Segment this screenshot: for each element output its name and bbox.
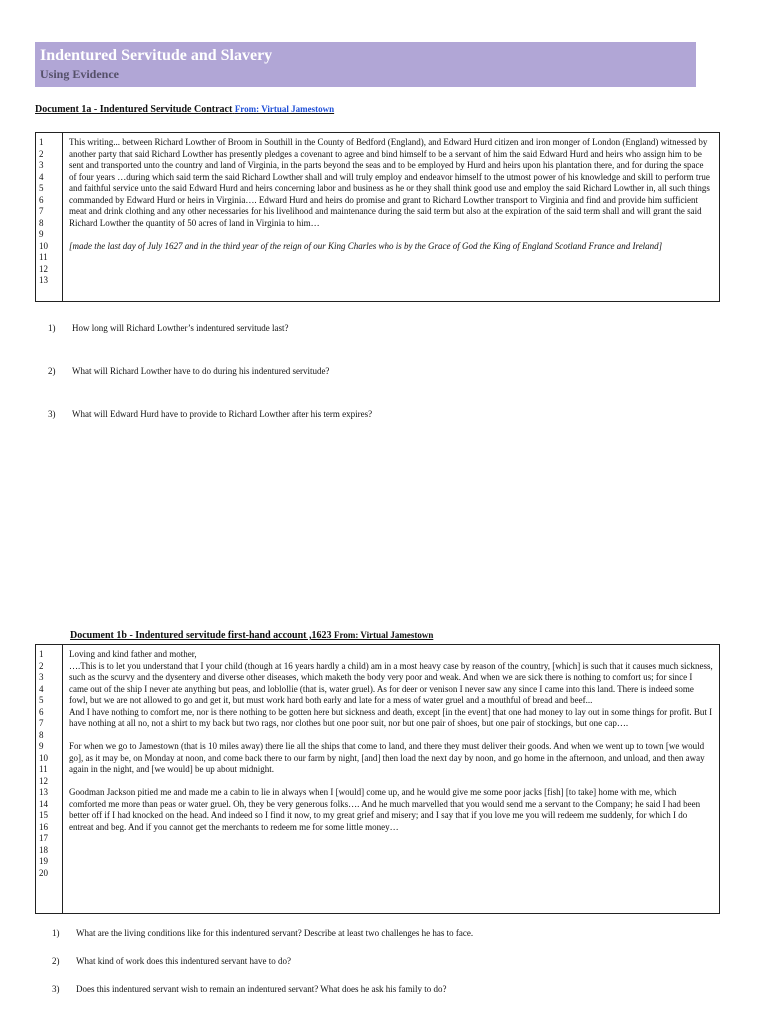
doc1b-box xyxy=(35,644,720,914)
question-number: 3) xyxy=(48,409,56,419)
line-number: 3 xyxy=(39,160,44,170)
question-text: What will Edward Hurd have to provide to Richard Lowther after his term expires? xyxy=(72,409,373,419)
doc1a-body: This writing... between Richard Lowther of Broom in Southill in the County of Bedford (England), and Edward Hurd citizen and iron monger of London (England) witnessed by another party that said Richard Lowther has presently pledges a covenant to agree and bind himself to be a servant of him the said Edward Hurd and heirs who assign him to be sent and transported unto the country and land of Virginia, in the parts beyond the seas and to be employed by Hurd and heirs upon his plantation there, and for during the space of four years …during which said term the said Richard Lowther shall and will truly employ and endeavor himself to the utmost power of his knowledge and skill to perform true and faithful service unto the said Edward Hurd and heirs concerning labor and business as he or they shall think good use and employ the said Richard Lowther in, all such things commanded by Edward Hurd or heirs in Virginia…. Edward Hurd and heirs do promise and grant to Richard Lowther transport to Virginia and find and provide him sufficient meat and drink clothing and any other necessaries for his livelihood and maintenance during the said term but also at the expiration of the said term shall and will grant the said Richard Lowther the quantity of 50 acres of land in Virginia to him… xyxy=(69,137,710,228)
doc1a-heading-text: Document 1a - Indentured Servitude Contract xyxy=(35,104,233,115)
doc1a-box xyxy=(35,132,720,302)
doc1b-salutation: Loving and kind father and mother, xyxy=(69,649,197,659)
line-number: 9 xyxy=(39,229,44,239)
line-number: 5 xyxy=(39,695,44,705)
line-number: 7 xyxy=(39,718,44,728)
question-number: 3) xyxy=(52,984,60,994)
line-number: 11 xyxy=(39,252,48,262)
doc1a-heading xyxy=(35,104,334,115)
question-number: 2) xyxy=(48,366,56,376)
line-number: 12 xyxy=(39,775,48,786)
doc1b-heading xyxy=(70,630,433,641)
line-number: 12 xyxy=(39,263,48,274)
question-1b-1 xyxy=(52,928,473,938)
line-number: 15 xyxy=(39,810,48,820)
question-number: 2) xyxy=(52,956,60,966)
doc1b-para-4: Goodman Jackson pitied me and made me a cabin to lie in always when I [would] come up, and he would give me some poor jacks [fish] [to take] home with me, which comforted me more than peas or water gruel. Oh, they be very generous folks…. And he much marvelled that you would send me a servant to the Company; he said I had been better off if I had knocked on the head. And indeed so I find it now, to my great grief and misery; and I say that if you love me you will redeem me suddenly, for which I do entreat and beg. And if you cannot get the merchants to redeem me for some little money… xyxy=(69,787,701,832)
line-number: 8 xyxy=(39,217,44,228)
line-number: 11 xyxy=(39,764,48,774)
question-text: What will Richard Lowther have to do during his indentured servitude? xyxy=(72,366,330,376)
line-number: 9 xyxy=(39,741,44,751)
question-text: What kind of work does this indentured servant have to do? xyxy=(76,956,291,966)
line-number: 7 xyxy=(39,206,44,216)
doc1a-source-link[interactable]: From: Virtual Jamestown xyxy=(234,104,335,114)
title-banner xyxy=(35,42,696,87)
question-1b-2 xyxy=(52,956,291,966)
line-number: 6 xyxy=(39,706,44,717)
doc1b-line-numbers xyxy=(36,645,63,913)
line-number: 17 xyxy=(39,833,48,843)
question-number: 1) xyxy=(52,928,60,938)
question-number: 1) xyxy=(48,323,56,333)
line-number: 1 xyxy=(39,649,44,659)
doc1b-source: From: Virtual Jamestown xyxy=(334,630,434,640)
line-number: 16 xyxy=(39,821,48,832)
line-number: 2 xyxy=(39,148,44,159)
doc1b-para-1: ….This is to let you understand that I your child (though at 16 years hardly a child) am in a most heavy case by reason of the country, [which] is such that it causes much sickness, such as the scurvy and the dysentery and diverse other diseases, which maketh the body very poor and weak. And when we are sick there is nothing to comfort us; for since I came out of the ship I never ate anything but peas, and loblollie (that is, water gruel). As for deer or venison I never saw any since I came into this land. There is indeed some fowl, but we are not allowed to go and get it, but must work hard both early and late for a mess of water gruel and a mouthful of bread and beef... xyxy=(69,660,713,705)
line-number: 5 xyxy=(39,183,44,193)
line-number: 13 xyxy=(39,275,48,285)
question-1a-2 xyxy=(48,366,329,376)
line-number: 4 xyxy=(39,171,44,182)
doc1a-line-numbers xyxy=(36,133,63,301)
question-text: What are the living conditions like for this indentured servant? Describe at least two challenges he has to face. xyxy=(76,928,474,938)
line-number: 3 xyxy=(39,672,44,682)
page-title: Indentured Servitude and Slavery xyxy=(40,47,273,64)
doc1a-text xyxy=(69,137,713,252)
line-number: 10 xyxy=(39,240,48,251)
line-number: 1 xyxy=(39,137,44,147)
question-1a-3 xyxy=(48,409,372,419)
question-text: Does this indentured servant wish to remain an indentured servant? What does he ask his family to do? xyxy=(76,984,447,994)
line-number: 18 xyxy=(39,844,48,855)
line-number: 4 xyxy=(39,683,44,694)
line-number: 2 xyxy=(39,660,44,671)
question-text: How long will Richard Lowther’s indentured servitude last? xyxy=(72,323,289,333)
question-1a-1 xyxy=(48,323,289,333)
line-number: 6 xyxy=(39,194,44,205)
doc1b-text xyxy=(69,649,713,833)
line-number: 13 xyxy=(39,787,48,797)
doc1b-para-2: And I have nothing to comfort me, nor is there nothing to be gotten here but sickness and death, except [in the event] that one had money to lay out in some things for profit. But I have nothing at all no, not a shirt to my back but two rags, nor clothes but one poor suit, nor but one pair of shoes, but one pair of stockings, but one cap…. xyxy=(69,706,713,728)
doc1a-note: [made the last day of July 1627 and in the third year of the reign of our King Charles who is by the Grace of God the King of England Scotland France and Ireland] xyxy=(69,240,663,251)
line-number: 8 xyxy=(39,729,44,740)
line-number: 20 xyxy=(39,867,48,878)
doc1b-para-3: For when we go to Jamestown (that is 10 miles away) there lie all the ships that come to land, and there they must deliver their goods. And when we went up to town [we would go], as it may be, on Monday at noon, and come back there to our farm by night, [and] then load the next day by noon, and go home in the afternoon, and unload, and then away again in the night, and [we would] be up about midnight. xyxy=(69,741,705,774)
page-subtitle: Using Evidence xyxy=(40,67,120,81)
doc1b-heading-text: Document 1b - Indentured servitude first-hand account ,1623 xyxy=(70,630,332,641)
line-number: 14 xyxy=(39,798,48,809)
line-number: 19 xyxy=(39,856,48,866)
question-1b-3 xyxy=(52,984,447,994)
line-number: 10 xyxy=(39,752,48,763)
